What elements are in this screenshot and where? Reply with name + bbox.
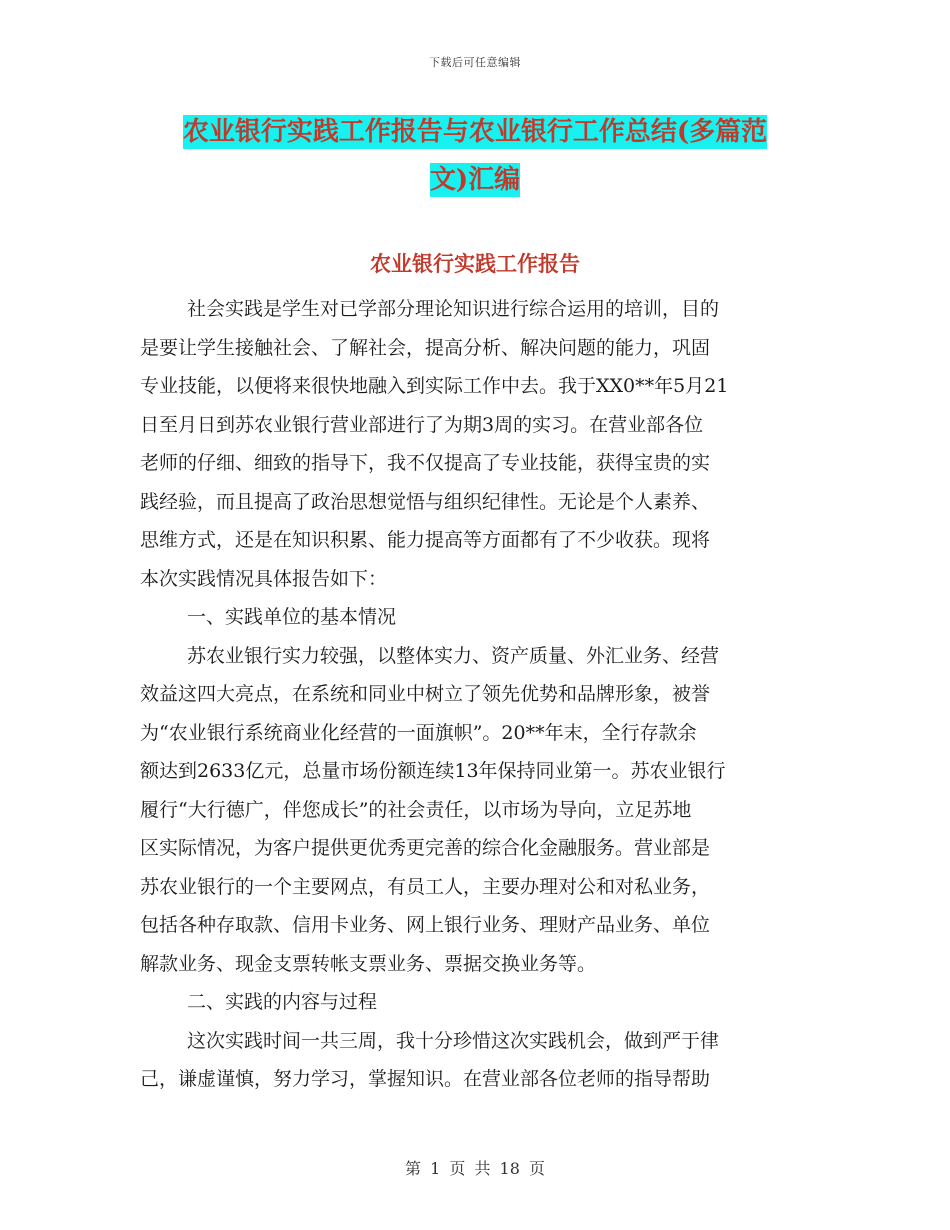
paragraph-line: 社会实践是学生对已学部分理论知识进行综合运用的培训，目的 xyxy=(187,298,720,320)
section-heading: 一、实践单位的基本情况 xyxy=(187,606,397,628)
page-header: 下载后可任意编辑 xyxy=(429,56,521,69)
paragraph-line: 己，谦虚谨慎，努力学习，掌握知识。在营业部各位老师的指导帮助 xyxy=(140,1068,711,1090)
paragraph-line: 日至月日到苏农业银行营业部进行了为期3周的实习。在营业部各位 xyxy=(140,413,704,436)
paragraph-line: 为“农业银行系统商业化经营的一面旗帜”。20**年末，全行存款余 xyxy=(140,721,697,744)
document-title-line-2: 文)汇编 xyxy=(429,165,521,195)
paragraph-line: 效益这四大亮点，在系统和同业中树立了领先优势和品牌形象，被誉 xyxy=(140,683,711,705)
paragraph-line: 思维方式，还是在知识积累、能力提高等方面都有了不少收获。现将 xyxy=(140,529,711,551)
document-title-line-1: 农业银行实践工作报告与农业银行工作总结(多篇范 xyxy=(182,117,768,147)
body-text xyxy=(140,290,820,1099)
paragraph-line: 专业技能，以便将来很快地融入到实际工作中去。我于XX0**年5月21 xyxy=(140,375,729,397)
paragraph-line: 区实际情况，为客户提供更优秀更完善的综合化金融服务。营业部是 xyxy=(140,837,711,859)
paragraph-line: 包括各种存取款、信用卡业务、网上银行业务、理财产品业务、单位 xyxy=(140,914,711,936)
paragraph-line: 践经验，而且提高了政治思想觉悟与组织纪律性。无论是个人素养、 xyxy=(140,490,711,513)
paragraph-line: 老师的仔细、细致的指导下，我不仅提高了专业技能，获得宝贵的实 xyxy=(140,452,711,474)
paragraph-line: 这次实践时间一共三周，我十分珍惜这次实践机会，做到严于律 xyxy=(187,1029,720,1052)
paragraph-line: 苏农业银行的一个主要网点，有员工人，主要办理对公和对私业务， xyxy=(140,875,711,898)
section-title: 农业银行实践工作报告 xyxy=(370,251,580,276)
section-heading: 二、实践的内容与过程 xyxy=(187,991,378,1013)
paragraph-line: 苏农业银行实力较强，以整体实力、资产质量、外汇业务、经营 xyxy=(187,644,720,667)
page-footer: 第 1 页 共 18 页 xyxy=(405,1159,545,1178)
paragraph-line: 是要让学生接触社会、了解社会，提高分析、解决问题的能力，巩固 xyxy=(140,336,711,359)
paragraph-line: 额达到2633亿元，总量市场份额连续13年保持同业第一。苏农业银行 xyxy=(140,760,726,782)
paragraph-line: 履行“大行德广，伴您成长”的社会责任，以市场为导向，立足苏地 xyxy=(140,798,692,821)
paragraph-line: 本次实践情况具体报告如下： xyxy=(140,567,388,590)
document-title xyxy=(140,108,810,204)
paragraph-line: 解款业务、现金支票转帐支票业务、票据交换业务等。 xyxy=(140,952,597,975)
